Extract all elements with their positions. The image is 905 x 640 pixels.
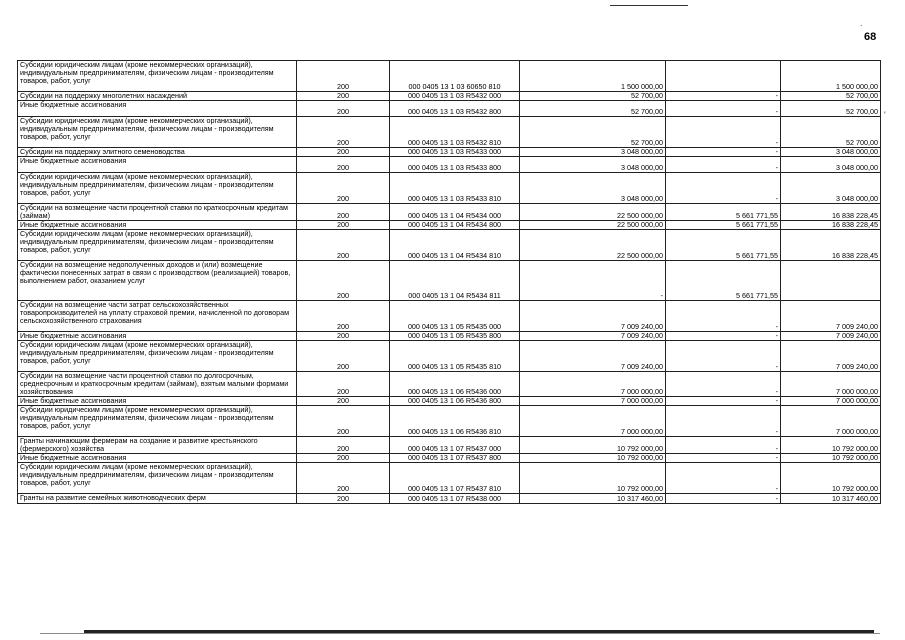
row-amount-executed: - [666, 173, 781, 204]
row-amount-planned: 7 009 240,00 [520, 301, 666, 332]
row-budget-code: 000 0405 13 1 04 R5434 800 [390, 221, 520, 230]
row-name: Субсидии юридическим лицам (кроме некоммерческих организаций), индивидуальным предпринимателям, физическим лицам - производителям товаров, работ, услуг [18, 61, 297, 92]
row-admin-code: 200 [297, 397, 390, 406]
row-budget-code: 000 0405 13 1 03 R5433 810 [390, 173, 520, 204]
table-row [18, 101, 881, 117]
row-amount-executed: - [666, 494, 781, 504]
row-amount-executed: - [666, 92, 781, 101]
row-amount-executed: 5 661 771,55 [666, 230, 781, 261]
row-amount-executed: - [666, 397, 781, 406]
row-amount-remaining: 52 700,00 [781, 92, 881, 101]
row-admin-code: 200 [297, 148, 390, 157]
row-amount-executed: - [666, 463, 781, 494]
table-row [18, 157, 881, 173]
row-amount-planned: 3 048 000,00 [520, 173, 666, 204]
row-amount-planned: 52 700,00 [520, 117, 666, 148]
row-name: Иные бюджетные ассигнования [18, 101, 297, 117]
row-admin-code: 200 [297, 454, 390, 463]
row-amount-planned: 10 317 460,00 [520, 494, 666, 504]
row-amount-remaining: 1 500 000,00 [781, 61, 881, 92]
scan-mark: ' [884, 110, 886, 120]
row-name: Субсидии юридическим лицам (кроме некоммерческих организаций), индивидуальным предпринимателям, физическим лицам - производителям товаров, работ, услуг [18, 117, 297, 148]
row-name: Субсидии на поддержку элитного семеноводства [18, 148, 297, 157]
row-amount-planned: 1 500 000,00 [520, 61, 666, 92]
row-name: Субсидии на возмещение части процентной ставки по краткосрочным кредитам (займам) [18, 204, 297, 221]
row-amount-planned: 10 792 000,00 [520, 463, 666, 494]
row-amount-remaining: 7 000 000,00 [781, 397, 881, 406]
row-amount-executed: - [666, 301, 781, 332]
row-budget-code: 000 0405 13 1 06 R5436 000 [390, 372, 520, 397]
row-amount-executed: - [666, 372, 781, 397]
row-budget-code: 000 0405 13 1 03 R5433 800 [390, 157, 520, 173]
table-row [18, 437, 881, 454]
table-row [18, 341, 881, 372]
row-name: Субсидии на поддержку многолетних насаждений [18, 92, 297, 101]
row-amount-planned: 22 500 000,00 [520, 221, 666, 230]
row-amount-remaining: 3 048 000,00 [781, 173, 881, 204]
row-amount-executed: - [666, 341, 781, 372]
row-admin-code: 200 [297, 230, 390, 261]
row-amount-planned: 52 700,00 [520, 101, 666, 117]
table-row [18, 117, 881, 148]
row-budget-code: 000 0405 13 1 07 R5437 000 [390, 437, 520, 454]
row-admin-code: 200 [297, 61, 390, 92]
table-row [18, 332, 881, 341]
row-admin-code: 200 [297, 117, 390, 148]
row-admin-code: 200 [297, 173, 390, 204]
row-amount-executed: - [666, 454, 781, 463]
row-amount-remaining: 16 838 228,45 [781, 221, 881, 230]
row-amount-planned: 7 009 240,00 [520, 341, 666, 372]
row-amount-remaining: 52 700,00 [781, 117, 881, 148]
row-amount-planned: 7 000 000,00 [520, 372, 666, 397]
scan-mark: . [860, 18, 863, 28]
row-name: Гранты на развитие семейных животноводческих ферм [18, 494, 297, 504]
bottom-rule-thin [40, 633, 880, 634]
row-budget-code: 000 0405 13 1 04 R5434 811 [390, 261, 520, 301]
row-amount-remaining: 7 009 240,00 [781, 301, 881, 332]
row-amount-remaining: 10 317 460,00 [781, 494, 881, 504]
row-amount-remaining: 7 009 240,00 [781, 332, 881, 341]
row-amount-remaining: 16 838 228,45 [781, 230, 881, 261]
table-row [18, 221, 881, 230]
row-budget-code: 000 0405 13 1 07 R5437 810 [390, 463, 520, 494]
row-admin-code: 200 [297, 341, 390, 372]
row-amount-planned: - [520, 261, 666, 301]
table-row [18, 230, 881, 261]
row-budget-code: 000 0405 13 1 06 R5436 800 [390, 397, 520, 406]
row-name: Субсидии юридическим лицам (кроме некоммерческих организаций), индивидуальным предпринимателям, физическим лицам - производителям товаров, работ, услуг [18, 173, 297, 204]
table-row [18, 463, 881, 494]
row-admin-code: 200 [297, 406, 390, 437]
top-rule [610, 5, 688, 6]
row-admin-code: 200 [297, 372, 390, 397]
row-budget-code: 000 0405 13 1 03 R5432 800 [390, 101, 520, 117]
table-row [18, 372, 881, 397]
row-name: Субсидии юридическим лицам (кроме некоммерческих организаций), индивидуальным предпринимателям, физическим лицам - производителям товаров, работ, услуг [18, 463, 297, 494]
row-name: Субсидии юридическим лицам (кроме некоммерческих организаций), индивидуальным предпринимателям, физическим лицам - производителям товаров, работ, услуг [18, 406, 297, 437]
row-name: Субсидии на возмещение части затрат сельскохозяйственных товаропроизводителей на уплату страховой премии, начисленной по договорам сельскохозяйственного страхования [18, 301, 297, 332]
row-amount-executed: - [666, 157, 781, 173]
page-number: 68 [864, 31, 877, 43]
row-amount-remaining: 7 009 240,00 [781, 341, 881, 372]
table-row [18, 204, 881, 221]
row-admin-code: 200 [297, 92, 390, 101]
row-budget-code: 000 0405 13 1 03 R5432 000 [390, 92, 520, 101]
table-row [18, 397, 881, 406]
row-amount-executed: - [666, 117, 781, 148]
row-admin-code: 200 [297, 204, 390, 221]
budget-table [17, 60, 881, 504]
row-amount-remaining [781, 261, 881, 301]
row-budget-code: 000 0405 13 1 05 R5435 800 [390, 332, 520, 341]
row-budget-code: 000 0405 13 1 03 R5432 810 [390, 117, 520, 148]
row-name: Субсидии юридическим лицам (кроме некоммерческих организаций), индивидуальным предпринимателям, физическим лицам - производителям товаров, работ, услуг [18, 230, 297, 261]
row-amount-executed: 5 661 771,55 [666, 221, 781, 230]
row-budget-code: 000 0405 13 1 04 R5434 810 [390, 230, 520, 261]
row-admin-code: 200 [297, 101, 390, 117]
row-amount-executed [666, 61, 781, 92]
row-name: Иные бюджетные ассигнования [18, 157, 297, 173]
row-amount-remaining: 3 048 000,00 [781, 157, 881, 173]
table-row [18, 92, 881, 101]
row-budget-code: 000 0405 13 1 03 R5433 000 [390, 148, 520, 157]
row-budget-code: 000 0405 13 1 03 60650 810 [390, 61, 520, 92]
row-amount-executed: - [666, 101, 781, 117]
table-row [18, 454, 881, 463]
row-amount-planned: 7 000 000,00 [520, 406, 666, 437]
row-name: Субсидии на возмещение части процентной ставки по долгосрочным, среднесрочным и краткосрочным кредитам (займам), взятым малыми формами хозяйствования [18, 372, 297, 397]
row-amount-planned: 52 700,00 [520, 92, 666, 101]
row-name: Иные бюджетные ассигнования [18, 454, 297, 463]
table-row [18, 173, 881, 204]
row-amount-remaining: 52 700,00 [781, 101, 881, 117]
table-row [18, 301, 881, 332]
row-amount-remaining: 10 792 000,00 [781, 463, 881, 494]
row-amount-planned: 3 048 000,00 [520, 157, 666, 173]
table-row [18, 61, 881, 92]
row-admin-code: 200 [297, 221, 390, 230]
table-row [18, 261, 881, 301]
row-amount-remaining: 7 000 000,00 [781, 406, 881, 437]
row-amount-executed: 5 661 771,55 [666, 204, 781, 221]
row-admin-code: 200 [297, 494, 390, 504]
row-amount-executed: - [666, 332, 781, 341]
table-row [18, 406, 881, 437]
row-amount-remaining: 3 048 000,00 [781, 148, 881, 157]
row-name: Субсидии юридическим лицам (кроме некоммерческих организаций), индивидуальным предпринимателям, физическим лицам - производителям товаров, работ, услуг [18, 341, 297, 372]
row-amount-planned: 7 000 000,00 [520, 397, 666, 406]
table-row [18, 148, 881, 157]
row-amount-remaining: 16 838 228,45 [781, 204, 881, 221]
row-amount-executed: - [666, 148, 781, 157]
row-amount-remaining: 10 792 000,00 [781, 437, 881, 454]
row-amount-executed: - [666, 437, 781, 454]
row-budget-code: 000 0405 13 1 07 R5438 000 [390, 494, 520, 504]
row-admin-code: 200 [297, 332, 390, 341]
row-amount-planned: 10 792 000,00 [520, 454, 666, 463]
row-amount-planned: 22 500 000,00 [520, 230, 666, 261]
row-budget-code: 000 0405 13 1 05 R5435 810 [390, 341, 520, 372]
budget-table-body [18, 61, 881, 504]
row-amount-planned: 22 500 000,00 [520, 204, 666, 221]
row-name: Субсидии на возмещение недополученных доходов и (или) возмещение фактически понесенных затрат в связи с производством (реализацией) товаров, выполнением работ, оказанием услуг [18, 261, 297, 301]
row-budget-code: 000 0405 13 1 07 R5437 800 [390, 454, 520, 463]
row-amount-remaining: 10 792 000,00 [781, 454, 881, 463]
row-budget-code: 000 0405 13 1 04 R5434 000 [390, 204, 520, 221]
row-admin-code: 200 [297, 157, 390, 173]
row-amount-executed: 5 661 771,55 [666, 261, 781, 301]
row-name: Иные бюджетные ассигнования [18, 397, 297, 406]
row-amount-planned: 10 792 000,00 [520, 437, 666, 454]
row-admin-code: 200 [297, 463, 390, 494]
row-name: Иные бюджетные ассигнования [18, 332, 297, 341]
row-name: Иные бюджетные ассигнования [18, 221, 297, 230]
row-name: Гранты начинающим фермерам на создание и развитие крестьянского (фермерского) хозяйства [18, 437, 297, 454]
table-row [18, 494, 881, 504]
row-amount-executed: - [666, 406, 781, 437]
row-admin-code: 200 [297, 261, 390, 301]
row-admin-code: 200 [297, 301, 390, 332]
row-admin-code: 200 [297, 437, 390, 454]
row-budget-code: 000 0405 13 1 06 R5436 810 [390, 406, 520, 437]
row-budget-code: 000 0405 13 1 05 R5435 000 [390, 301, 520, 332]
row-amount-planned: 3 048 000,00 [520, 148, 666, 157]
row-amount-remaining: 7 000 000,00 [781, 372, 881, 397]
row-amount-planned: 7 009 240,00 [520, 332, 666, 341]
